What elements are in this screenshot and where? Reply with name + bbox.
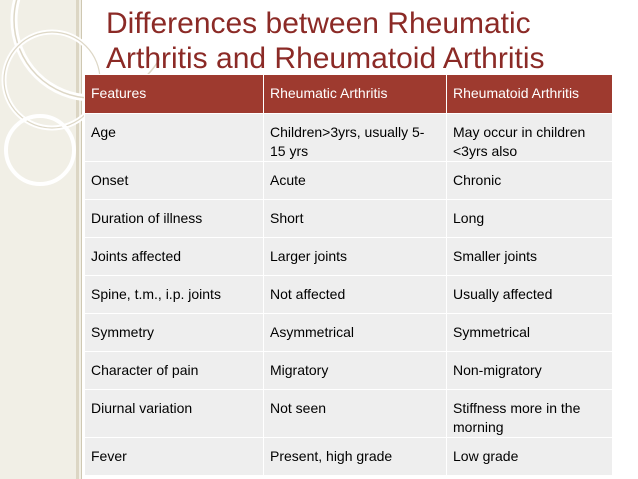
row-feature: Age <box>85 114 264 162</box>
row-rheumatoid-value: Stiffness more in the morning <box>447 390 613 438</box>
table-row <box>85 352 613 390</box>
row-rheumatoid-value: May occur in children <3yrs also <box>447 114 613 162</box>
slide-title-line-2: Arthritis and Rheumatoid Arthritis <box>106 42 545 75</box>
table-row <box>85 162 613 200</box>
header-features: Features <box>85 75 264 114</box>
table-row <box>85 200 613 238</box>
row-rheumatoid-value: Smaller joints <box>447 238 613 276</box>
row-feature: Fever <box>85 438 264 476</box>
row-feature: Duration of illness <box>85 200 264 238</box>
row-feature: Onset <box>85 162 264 200</box>
row-feature: Diurnal variation <box>85 390 264 438</box>
row-rheumatic-value: Not affected <box>264 276 447 314</box>
slide-title-line-1: Differences between Rheumatic <box>106 7 531 40</box>
row-rheumatic-value: Present, high grade <box>264 438 447 476</box>
row-feature: Joints affected <box>85 238 264 276</box>
row-rheumatic-value: Larger joints <box>264 238 447 276</box>
table-row <box>85 276 613 314</box>
row-rheumatic-value: Migratory <box>264 352 447 390</box>
row-rheumatoid-value: Usually affected <box>447 276 613 314</box>
row-rheumatic-value: Short <box>264 200 447 238</box>
header-rheumatic-arthritis: Rheumatic Arthritis <box>264 75 447 114</box>
row-rheumatoid-value: Symmetrical <box>447 314 613 352</box>
table-row <box>85 390 613 438</box>
row-rheumatic-value: Not seen <box>264 390 447 438</box>
row-feature: Symmetry <box>85 314 264 352</box>
row-rheumatoid-value: Long <box>447 200 613 238</box>
row-rheumatic-value: Acute <box>264 162 447 200</box>
row-rheumatic-value: Children>3yrs, usually 5-15 yrs <box>264 114 447 162</box>
table-row <box>85 114 613 162</box>
table-row <box>85 238 613 276</box>
row-rheumatoid-value: Low grade <box>447 438 613 476</box>
row-feature: Spine, t.m., i.p. joints <box>85 276 264 314</box>
slide-title <box>106 6 626 76</box>
row-feature: Character of pain <box>85 352 264 390</box>
table-header-row <box>85 75 613 114</box>
header-rheumatoid-arthritis: Rheumatoid Arthritis <box>447 75 613 114</box>
row-rheumatoid-value: Non-migratory <box>447 352 613 390</box>
table-row <box>85 438 613 476</box>
comparison-table <box>84 74 613 476</box>
table-row <box>85 314 613 352</box>
row-rheumatoid-value: Chronic <box>447 162 613 200</box>
row-rheumatic-value: Asymmetrical <box>264 314 447 352</box>
